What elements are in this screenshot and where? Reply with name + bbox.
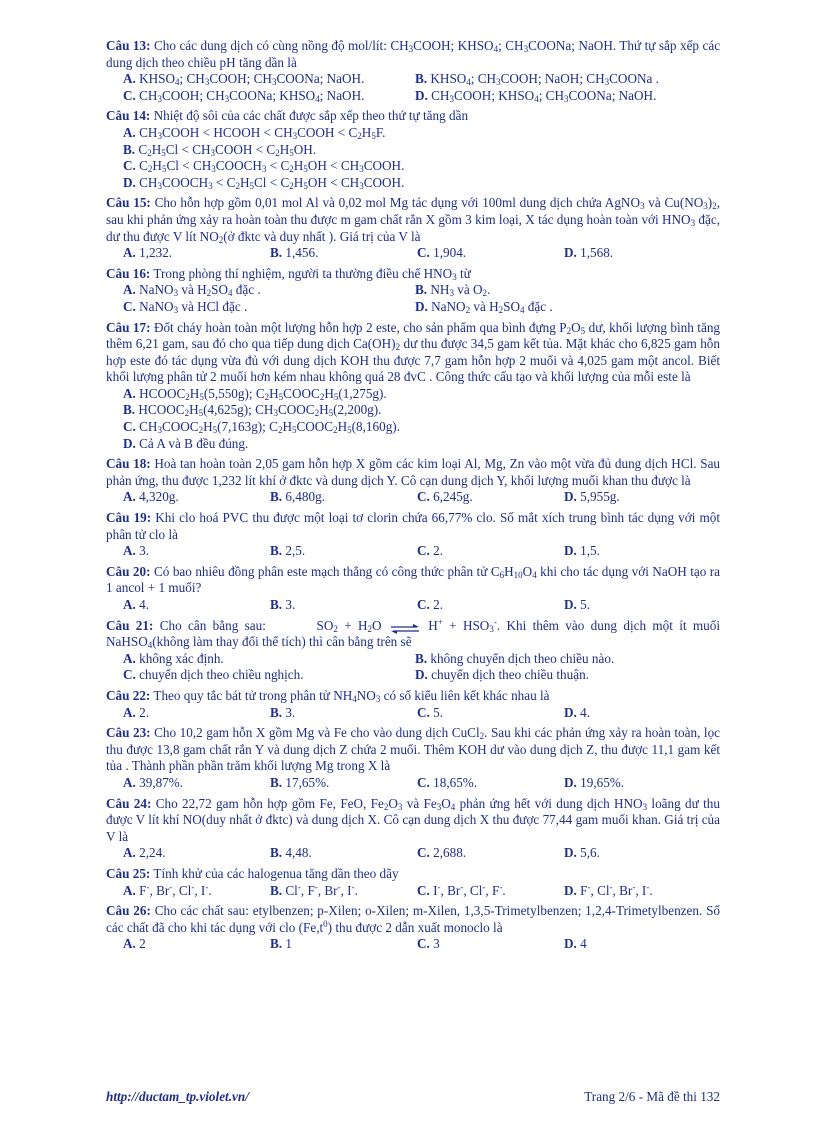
- answer-option: [417, 245, 564, 262]
- option-label: B.: [123, 141, 136, 157]
- option-label: C.: [417, 245, 430, 261]
- question-block: [106, 510, 720, 560]
- option-label: A.: [123, 936, 136, 952]
- answer-option: [123, 936, 270, 953]
- option-label: A.: [123, 385, 136, 401]
- option-label: D.: [415, 298, 428, 314]
- answer-option: [417, 883, 564, 900]
- answer-option: [415, 282, 715, 299]
- question-label: Câu 16:: [106, 265, 151, 281]
- option-text: 4,48.: [285, 845, 312, 861]
- question-text: Tính khử của các halogenua tăng dần theo dãy: [153, 865, 399, 881]
- answer-option: [270, 543, 417, 560]
- option-label: A.: [123, 124, 136, 140]
- answer-option: [564, 845, 711, 862]
- answer-option: [123, 282, 415, 299]
- answer-option: [123, 667, 415, 684]
- question-block: [106, 38, 720, 104]
- answer-option: [417, 936, 564, 953]
- option-text: 4.: [580, 704, 591, 720]
- option-label: D.: [564, 597, 577, 612]
- answer-option: [123, 845, 270, 862]
- option-label: D.: [564, 845, 577, 861]
- option-text: 2.: [433, 543, 444, 559]
- question-text: Theo quy tắc bát tử trong phân tử $NH_4NO_3$ có số kiểu liên kết khác nhau là: [153, 687, 550, 704]
- option-label: C.: [417, 543, 430, 559]
- question-label: Câu 13:: [106, 38, 151, 53]
- answer-option: [123, 158, 720, 175]
- answer-option: [417, 775, 564, 792]
- answer-option: [123, 419, 720, 436]
- answer-option: [123, 88, 415, 105]
- option-label: B.: [270, 704, 283, 720]
- option-text: 2,24.: [139, 845, 166, 861]
- option-text: 1,456.: [285, 245, 319, 261]
- option-label: B.: [270, 489, 283, 505]
- answer-option: [270, 597, 417, 614]
- option-text: 1,5.: [580, 543, 600, 559]
- option-text: chuyển dịch theo chiều thuận.: [431, 667, 589, 683]
- footer-url[interactable]: http://ductam_tp.violet.vn/: [106, 1089, 249, 1104]
- question-text: Có bao nhiêu đồng phân este mạch thẳng có công thức phân tử $C_6H_{10}O_4$ khi cho tác dụng với NaOH tạo ra 1 ancol + 1 muối?: [106, 563, 721, 596]
- option-label: D.: [564, 936, 577, 952]
- answer-option: [123, 245, 270, 262]
- question-stem: [106, 266, 720, 283]
- option-label: B.: [270, 245, 283, 261]
- option-label: C.: [123, 667, 136, 683]
- option-label: A.: [123, 282, 136, 298]
- option-label: A.: [123, 882, 136, 898]
- option-text: 1,904.: [433, 245, 467, 261]
- question-label: Câu 19:: [106, 510, 152, 526]
- question-stem: [106, 195, 720, 245]
- option-text: $HCOOC_2H_5(4,625g)$; $CH_3COOC_2H_5(2,200g)$.: [138, 402, 382, 419]
- answer-option: [270, 489, 417, 506]
- answer-option: [564, 245, 711, 262]
- answer-option: [123, 71, 415, 88]
- question-stem: [106, 564, 720, 597]
- answer-option: [270, 936, 417, 953]
- option-label: A.: [123, 774, 136, 790]
- answer-option: [564, 936, 711, 953]
- question-block: [106, 195, 720, 261]
- option-text: Cả A và B đều đúng.: [139, 435, 249, 451]
- option-text: 17,65%.: [285, 774, 330, 790]
- question-text: Khi clo hoá PVC thu được một loại tơ clorin chứa 66,77% clo. Số mắt xích trung bình tác dụng với một phân tử clo là: [106, 510, 721, 542]
- question-stem: [106, 796, 720, 846]
- option-text: NaNO$_3$ và HCl đặc .: [139, 298, 248, 315]
- answer-option: [123, 125, 720, 142]
- question-block: [106, 866, 720, 899]
- question-block: [106, 456, 720, 506]
- question-text: Nhiệt độ sôi của các chất được sắp xếp theo thứ tự tăng dần: [153, 108, 469, 124]
- option-text: $CH_3COOCH_3 < C_2H_5Cl < C_2H_5OH$ < $CH_3COOH$.: [139, 174, 405, 191]
- option-label: C.: [417, 882, 430, 898]
- option-text: $HCOOC_2H_5(5,550g)$; $C_2H_5COOC_2H_5(1,275g)$.: [139, 385, 387, 402]
- option-label: C.: [417, 774, 430, 790]
- option-text: 18,65%.: [433, 774, 478, 790]
- question-label: Câu 21:: [106, 617, 154, 633]
- question-stem: [106, 688, 720, 705]
- option-label: A.: [123, 71, 136, 87]
- option-label: C.: [417, 704, 430, 720]
- answer-options: [106, 705, 720, 722]
- option-label: D.: [564, 774, 577, 790]
- answer-option: [564, 775, 711, 792]
- answer-option: [417, 845, 564, 862]
- option-text: 6,480g.: [285, 489, 325, 505]
- question-block: [106, 108, 720, 191]
- option-text: 1,232.: [139, 245, 173, 261]
- answer-option: [415, 651, 715, 668]
- answer-option: [123, 883, 270, 900]
- option-label: B.: [270, 936, 283, 952]
- option-label: C.: [417, 597, 430, 612]
- answer-option: [123, 489, 270, 506]
- answer-option: [417, 705, 564, 722]
- option-label: B.: [415, 282, 428, 298]
- answer-option: [123, 705, 270, 722]
- option-label: A.: [123, 704, 136, 720]
- exam-page: [106, 38, 720, 957]
- option-text: $C_2H_5Cl$ < $CH_3COOCH_3 < C_2H_5OH$ < $CH_3COOH$.: [139, 158, 405, 175]
- answer-option: [270, 705, 417, 722]
- option-text: 5,955g.: [580, 489, 620, 505]
- option-label: A.: [123, 845, 136, 861]
- option-text: 4.: [139, 597, 150, 612]
- question-block: [106, 618, 720, 684]
- option-label: D.: [564, 245, 577, 261]
- answer-options: [106, 883, 720, 900]
- option-text: chuyển dịch theo chiều nghịch.: [139, 667, 304, 683]
- option-text: không chuyển dịch theo chiều nào.: [430, 650, 615, 666]
- question-text: Cho 22,72 gam hỗn hợp gồm Fe, FeO, $Fe_2O_3$ và $Fe_3O_4$ phản ứng hết với dung dịch $HNO_3$ loãng dư thu được V lít khí NO(duy nhất ở đktc) và dung dịch X. Cô cạn dung dịch X thu được 77,44 gam muối khan. Giá trị của V là: [106, 795, 720, 844]
- answer-option: [123, 597, 270, 614]
- option-text: $CH_3COOC_2H_5(7,163g)$; $C_2H_5COOC_2H_5(8,160g)$.: [139, 419, 400, 436]
- option-label: C.: [123, 419, 136, 435]
- option-text: 4: [580, 936, 587, 952]
- option-text: 1: [285, 936, 292, 952]
- option-label: A.: [123, 543, 136, 559]
- question-text: Trong phòng thí nghiệm, người ta thường điều chế $HNO_3$ từ: [153, 265, 471, 282]
- answer-option: [123, 175, 720, 192]
- answer-options: [106, 775, 720, 792]
- answer-option: [417, 489, 564, 506]
- question-label: Câu 23:: [106, 725, 151, 741]
- option-text: $C_2H_5Cl$ < $CH_3COOH < C_2H_5OH$.: [138, 141, 317, 158]
- option-label: B.: [123, 402, 136, 418]
- question-block: [106, 688, 720, 721]
- answer-option: [123, 142, 720, 159]
- answer-option: [123, 299, 415, 316]
- option-label: D.: [564, 489, 577, 505]
- question-text: Cho hỗn hợp gồm 0,01 mol Al và 0,02 mol Mg tác dụng với 100ml dung dịch chứa AgNO$_3$ và $Cu(NO_3)_2$, sau khi phản ứng xảy ra hoàn toàn thu được m gam chất rắn X gồm 3 kim loại, X tác dụng hoàn toàn với $HNO_3$ đặc, dư thu được V lít $NO_2(ở$ đktc và duy nhất ). Giá trị của V là: [106, 195, 720, 245]
- answer-options: [106, 651, 720, 684]
- question-text: Đốt cháy hoàn toàn một lượng hỗn hợp 2 este, cho sản phẩm qua bình đựng $P_2O_5$ dư, khối lượng bình tăng thêm 6,21 gam, sau đó cho qua tiếp dung dịch $Ca(OH)_2$ dư thu được 34,5 gam kết tủa. Mặt khác cho 6,825 gam hỗn hợp este đó tác dụng vừa đủ với dung dịch KOH thu được 7,7 gam hỗn hợp 2 muối và 4,025 gam một ancol. Biết khối lượng phân tử 2 muối hơn kém nhau không quá 28 đvC . Công thức cấu tạo và khối lượng của mỗi este là: [106, 319, 721, 385]
- option-label: D.: [564, 543, 577, 559]
- question-stem: [106, 320, 720, 386]
- question-text: Hoà tan hoàn toàn 2,05 gam hỗn hợp X gồm các kim loại Al, Mg, Zn vào một vừa đủ dung dịch HCl. Sau phản ứng, thu được 1,232 lít khí ở đktc và dung dịch Y. Cô cạn dung dịch Y, khối lượng muối khan thu được là: [106, 456, 721, 488]
- question-label: Câu 22:: [106, 687, 151, 703]
- answer-option: [564, 883, 711, 900]
- question-stem: [106, 38, 720, 71]
- answer-option: [564, 597, 711, 614]
- option-text: 5.: [433, 704, 444, 720]
- option-text: $KHSO_4$; $CH_3COOH$; $CH_3COONa$; NaOH.: [139, 71, 365, 88]
- option-label: A.: [123, 489, 136, 505]
- option-text: $CH_3COOH$; $KHSO_4$; $CH_3COONa$; NaOH.: [431, 87, 657, 104]
- option-label: C.: [417, 936, 430, 952]
- option-label: C.: [417, 845, 430, 861]
- question-block: [106, 564, 720, 614]
- footer-page-info: Trang 2/6 - Mã đề thi 132: [584, 1089, 720, 1104]
- answer-option: [564, 489, 711, 506]
- option-label: A.: [123, 245, 136, 261]
- option-label: B.: [270, 597, 283, 612]
- option-text: 39,87%.: [139, 774, 184, 790]
- answer-options: [106, 489, 720, 506]
- answer-options: [106, 282, 720, 315]
- answer-option: [564, 543, 711, 560]
- option-text: 3.: [285, 704, 296, 720]
- question-label: Câu 25:: [106, 865, 151, 881]
- answer-option: [415, 299, 715, 316]
- answer-options: [106, 936, 720, 953]
- option-label: B.: [270, 543, 283, 559]
- answer-options: [106, 597, 720, 614]
- option-label: A.: [123, 650, 136, 666]
- option-label: B.: [415, 650, 428, 666]
- question-stem: [106, 456, 720, 489]
- question-label: Câu 17:: [106, 319, 151, 335]
- option-text: NaNO$_2$ và $H_2SO_4$ đặc .: [431, 298, 553, 315]
- question-text: Cho cân bằng sau: $SO_2 + H_2O$ $H^+ + HSO_3^-$. Khi thêm vào dung dịch một ít muối NaHSO$_4$(không làm thay đổi thể tích) thì cân bằng trên sẽ: [106, 616, 721, 651]
- option-text: F-, Br-, Cl-, I-.: [139, 881, 212, 898]
- option-label: D.: [415, 87, 428, 103]
- option-text: 2.: [433, 597, 444, 612]
- answer-option: [123, 651, 415, 668]
- option-label: B.: [415, 71, 428, 87]
- option-text: NaNO$_3$ và $H_2SO_4$ đặc .: [139, 282, 261, 299]
- question-stem: [106, 108, 720, 125]
- option-text: Cl-, F-, Br-, I-.: [285, 881, 358, 898]
- option-label: B.: [270, 845, 283, 861]
- option-text: $CH_3COOH$; $CH_3COONa$; $KHSO_4$; NaOH.: [139, 87, 365, 104]
- option-label: D.: [564, 704, 577, 720]
- answer-option: [564, 705, 711, 722]
- option-text: 3: [433, 936, 440, 952]
- answer-option: [123, 386, 720, 403]
- answer-option: [417, 597, 564, 614]
- question-text: Cho các chất sau: etylbenzen; p-Xilen; o-Xilen; m-Xilen, 1,3,5-Trimetylbenzen; 1,2,4-Trimetylbenzen. Số các chất đã cho khi tác dụng với clo $(Fe,t^0)$ thu được 2 dẫn xuất monoclo là: [106, 903, 721, 935]
- question-stem: [106, 618, 720, 651]
- option-text: 19,65%.: [580, 774, 625, 790]
- option-label: C.: [123, 158, 136, 174]
- question-label: Câu 24:: [106, 795, 152, 811]
- option-text: 4,320g.: [139, 489, 179, 505]
- answer-option: [123, 436, 720, 453]
- question-block: [106, 725, 720, 791]
- option-text: 3.: [139, 543, 150, 559]
- question-block: [106, 796, 720, 862]
- option-text: 2.: [139, 704, 150, 720]
- question-label: Câu 26:: [106, 903, 151, 919]
- answer-option: [415, 667, 715, 684]
- question-label: Câu 14:: [106, 108, 151, 124]
- option-label: C.: [123, 87, 136, 103]
- question-stem: [106, 510, 720, 543]
- option-label: D.: [415, 667, 428, 683]
- option-label: D.: [564, 882, 577, 898]
- answer-options: [106, 71, 720, 104]
- option-label: C.: [417, 489, 430, 505]
- question-label: Câu 20:: [106, 563, 151, 579]
- option-text: 2: [139, 936, 146, 952]
- answer-options: [106, 245, 720, 262]
- option-label: B.: [270, 882, 283, 898]
- question-stem: [106, 903, 720, 936]
- option-text: 5,6.: [580, 845, 600, 861]
- question-block: [106, 266, 720, 316]
- option-text: 2,688.: [433, 845, 467, 861]
- page-footer: [106, 1089, 720, 1105]
- option-text: $NH_3$ và $O_2$.: [430, 282, 491, 299]
- option-text: 1,568.: [580, 245, 614, 261]
- option-text: $CH_3COOH$ < HCOOH < $CH_3COOH < C_2H_5F$.: [139, 124, 386, 141]
- answer-option: [123, 543, 270, 560]
- equilibrium-arrow-icon: [390, 622, 420, 632]
- answer-option: [415, 88, 715, 105]
- option-text: 2,5.: [285, 543, 306, 559]
- answer-option: [123, 402, 720, 419]
- answer-option: [417, 543, 564, 560]
- answer-option: [415, 71, 715, 88]
- option-label: D.: [123, 174, 136, 190]
- option-text: 6,245g.: [433, 489, 473, 505]
- question-block: [106, 903, 720, 953]
- option-text: 5.: [580, 597, 591, 612]
- question-block: [106, 320, 720, 453]
- question-stem: [106, 725, 720, 775]
- question-label: Câu 18:: [106, 456, 151, 472]
- option-label: B.: [270, 774, 283, 790]
- answer-option: [270, 245, 417, 262]
- answer-options: [106, 125, 720, 191]
- answer-options: [106, 543, 720, 560]
- answer-options: [106, 386, 720, 452]
- option-text: $KHSO_4$; $CH_3COOH$; NaOH; $CH_3COONa$ .: [430, 71, 659, 88]
- option-label: A.: [123, 597, 136, 612]
- answer-option: [270, 883, 417, 900]
- question-label: Câu 15:: [106, 195, 151, 211]
- option-label: C.: [123, 298, 136, 314]
- option-label: D.: [123, 435, 136, 451]
- answer-option: [270, 845, 417, 862]
- answer-option: [123, 775, 270, 792]
- question-text: Cho 10,2 gam hỗn X gồm Mg và Fe cho vào dung dịch CuCl$_2$. Sau khi các phản ứng xảy ra hoàn toàn, lọc thu được 13,8 gam chất rắn Y và dung dịch Z chứa 2 muối. Thêm KOH dư vào dung dịch Z, thu được 11,1 gam kết tủa . Thành phần phần trăm khối lượng Mg trong X là: [106, 725, 721, 774]
- option-text: 3.: [285, 597, 296, 612]
- option-text: I-, Br-, Cl-, F-.: [433, 881, 506, 898]
- option-text: F-, Cl-, Br-, I-.: [580, 881, 653, 898]
- question-text: Cho các dung dịch có cùng nồng độ mol/lít: $CH_3COOH$; $KHSO_4$; $CH_3COONa$; NaOH. Thứ tự sắp xếp các dung dịch theo chiều pH tăng dần là: [106, 38, 721, 70]
- question-stem: [106, 866, 720, 883]
- answer-options: [106, 845, 720, 862]
- answer-option: [270, 775, 417, 792]
- option-text: không xác định.: [139, 650, 224, 666]
